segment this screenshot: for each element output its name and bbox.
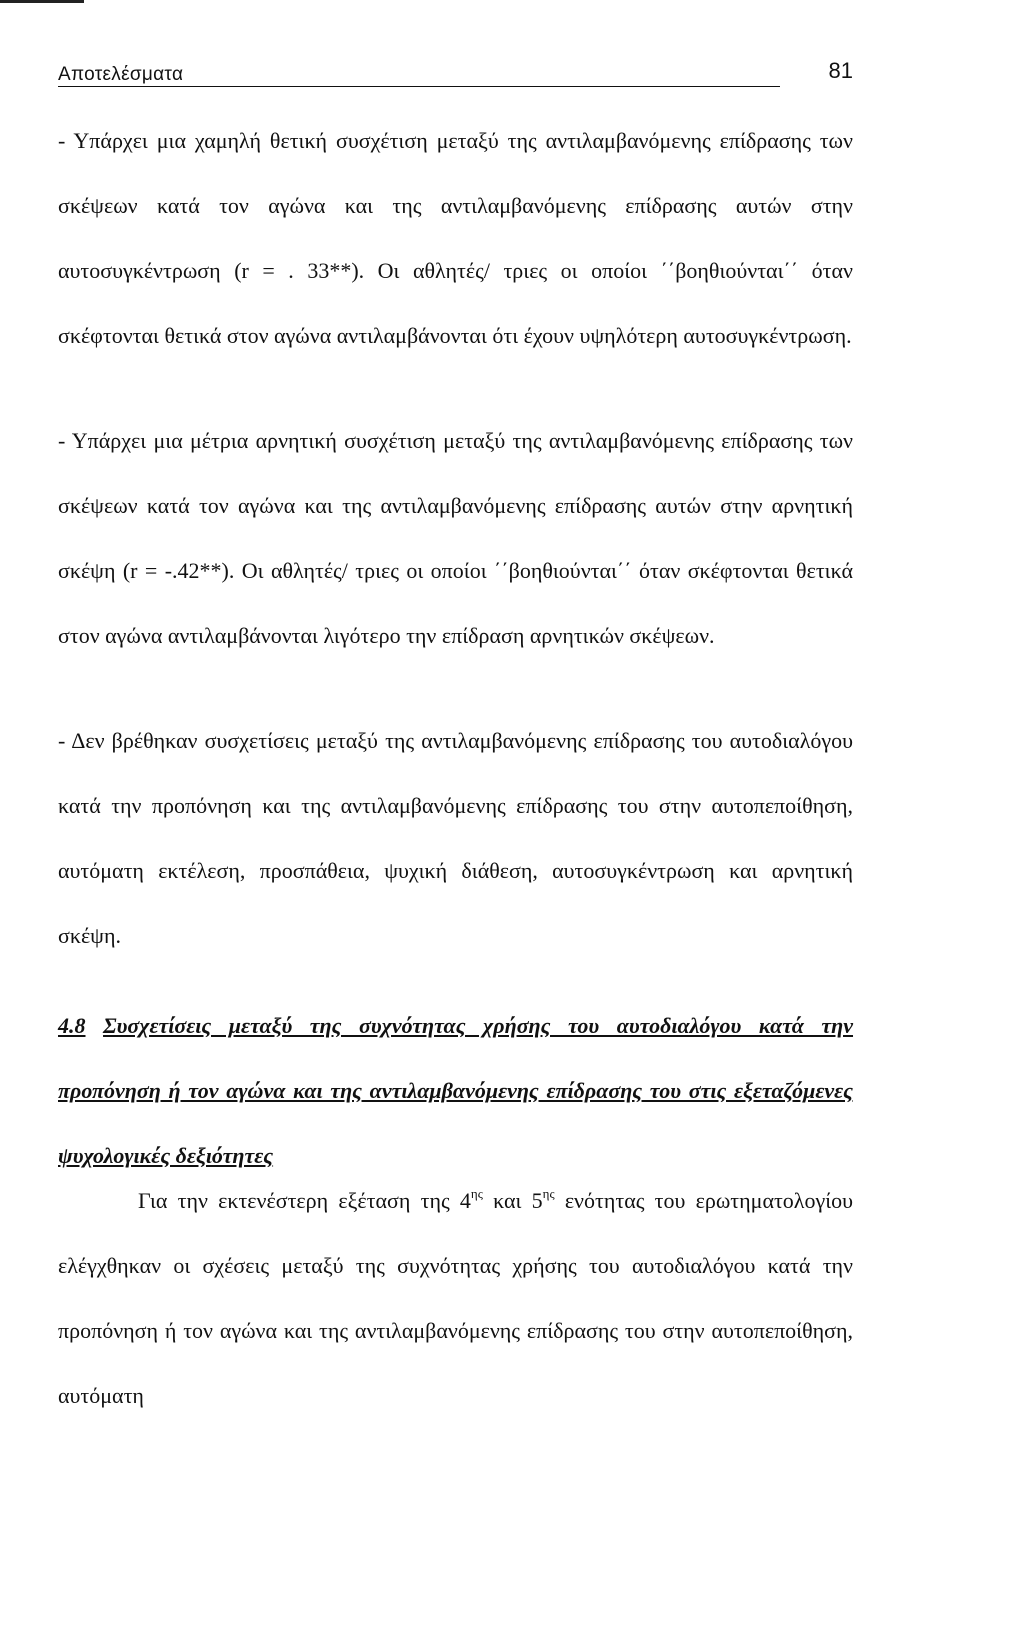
page-number: 81 [828,58,853,83]
scan-edge-mark [0,0,84,3]
ordinal-suffix-5: ης [542,1186,555,1201]
page-header [58,58,853,94]
section-title: Συσχετίσεις μεταξύ της συχνότητας χρήσης του αυτοδιαλόγου κατά την προπόνηση ή τον αγώνα και της αντιλαμβανόμενης επίδρασης του στις εξεταζόμενες ψυχολογικές δεξιότητες [58,1013,854,1168]
section-heading [58,993,853,1188]
paragraph-no-correlations: - Δεν βρέθηκαν συσχετίσεις μεταξύ της αντιλαμβανόμενης επίδρασης του αυτοδιαλόγου κατά την προπόνηση και της αντιλαμβανόμενης επίδρασης του στην αυτοπεποίθηση, αυτόματη εκτέλεση, προσπάθεια, ψυχική διάθεση, αυτοσυγκέντρωση και αρνητική σκέψη. [58,728,853,948]
body-text-part3: ενότητας του ερωτηματολογίου ελέγχθηκαν οι σχέσεις μεταξύ της συχνότητας χρήσης του αυτοδιαλόγου κατά την προπόνηση ή τον αγώνα και της αντιλαμβανόμενης επίδρασης του στην αυτοπεποίθηση, αυτόματη [58,1188,854,1408]
paragraph-moderate-negative-correlation: - Υπάρχει μια μέτρια αρνητική συσχέτιση μεταξύ της αντιλαμβανόμενης επίδρασης των σκέψεων κατά τον αγώνα και της αντιλαμβανόμενης επίδρασης αυτών στην αρνητική σκέψη (r = -.42**). Οι αθλητές/ τριες οι οποίοι ΄΄βοηθιούνται΄΄ όταν σκέφτονται θετικά στον αγώνα αντιλαμβάνονται λιγότερο την επίδραση αρνητικών σκέψεων. [58,428,853,648]
running-title: Αποτελέσματα [58,64,184,85]
body-text-part2: και 5 [482,1188,543,1213]
header-rule [58,86,780,87]
paragraph-low-positive-correlation: - Υπάρχει μια χαμηλή θετική συσχέτιση μεταξύ της αντιλαμβανόμενης επίδρασης των σκέψεων κατά τον αγώνα και της αντιλαμβανόμενης επίδρασης αυτών στην αυτοσυγκέντρωση (r = . 33**). Οι αθλητές/ τριες οι οποίοι ΄΄βοηθιούνται΄΄ όταν σκέφτονται θετικά στον αγώνα αντιλαμβάνονται ότι έχουν υψηλότερη αυτοσυγκέντρωση. [58,128,853,348]
body-text-part1: Για την εκτενέστερη εξέταση της 4 [138,1188,471,1213]
section-number: 4.8 [58,1013,86,1038]
ordinal-suffix-4: ης [470,1186,483,1201]
body-paragraph [58,1168,853,1428]
